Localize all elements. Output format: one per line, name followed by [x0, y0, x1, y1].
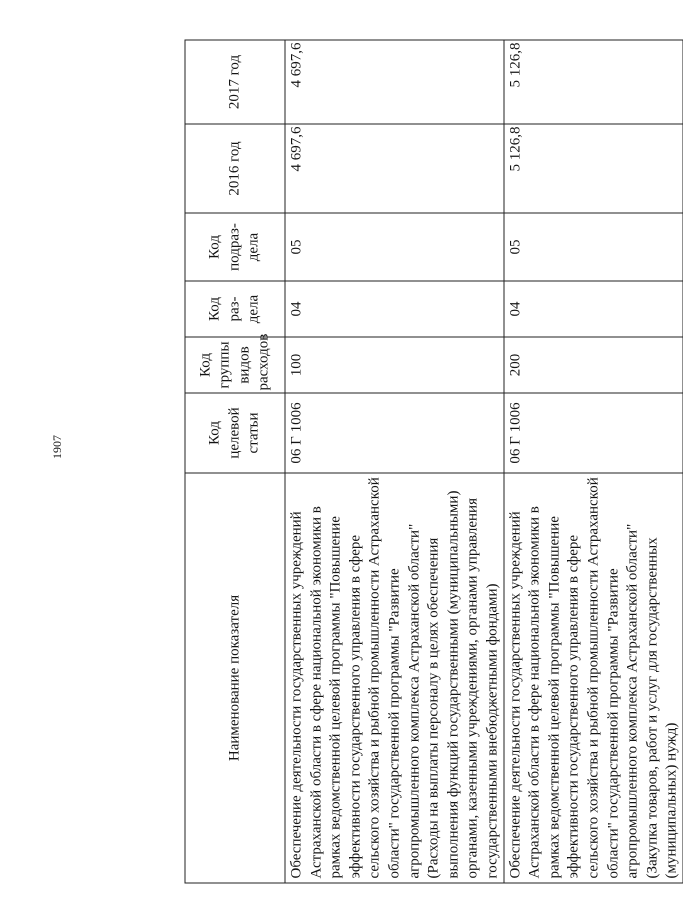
row-target-code: 06 Г 1006 [285, 393, 504, 473]
table-row [504, 40, 683, 883]
row-subsection: 05 [504, 213, 683, 281]
table-header-row [185, 40, 285, 883]
budget-table-rotated [185, 41, 680, 884]
header-name: Наименование показателя [185, 473, 285, 883]
budget-table [185, 40, 683, 884]
header-section-code: Код раз-дела [185, 281, 285, 337]
header-year-2016: 2016 год [185, 124, 285, 213]
row-name: Обеспечение деятельности государственных учреждений Астраханской области в сфере национальной экономики в рамках ведомственной целевой программы "Повышение эффективности государственного управления в сфере сельского хозяйства и рыбной промышленности Астраханской области" государственной программы "Развитие агропромышленного комплекса Астраханской области" (Закупка товаров, работ и услуг для государственных (муниципальных) нужд) [504, 473, 683, 883]
row-value-2016: 4 697,6 [285, 124, 504, 213]
row-value-2016: 5 126,8 [504, 124, 683, 213]
row-section: 04 [504, 281, 683, 337]
row-subsection: 05 [285, 213, 504, 281]
row-expense-group: 100 [285, 337, 504, 393]
header-expense-group-code: Код группы видов расходов [185, 337, 285, 393]
table-row [285, 40, 504, 883]
row-section: 04 [285, 281, 504, 337]
header-year-2017: 2017 год [185, 40, 285, 124]
page-number: 1907 [50, 435, 64, 459]
row-value-2017: 5 126,8 [504, 40, 683, 124]
row-target-code: 06 Г 1006 [504, 393, 683, 473]
header-subsection-code: Код подраз-дела [185, 213, 285, 281]
header-target-code: Код целевой статьи [185, 393, 285, 473]
row-value-2017: 4 697,6 [285, 40, 504, 124]
row-expense-group: 200 [504, 337, 683, 393]
row-name: Обеспечение деятельности государственных учреждений Астраханской области в сфере национальной экономики в рамках ведомственной целевой программы "Повышение эффективности государственного управления в сфере сельского хозяйства и рыбной промышленности Астраханской области" государственной программы "Развитие агропромышленного комплекса Астраханской области" (Расходы на выплаты персоналу в целях обеспечения выполнения функций государственными (муниципальными) органами, казенными учреждениями, органами управления государственными внебюджетными фондами) [285, 473, 504, 883]
